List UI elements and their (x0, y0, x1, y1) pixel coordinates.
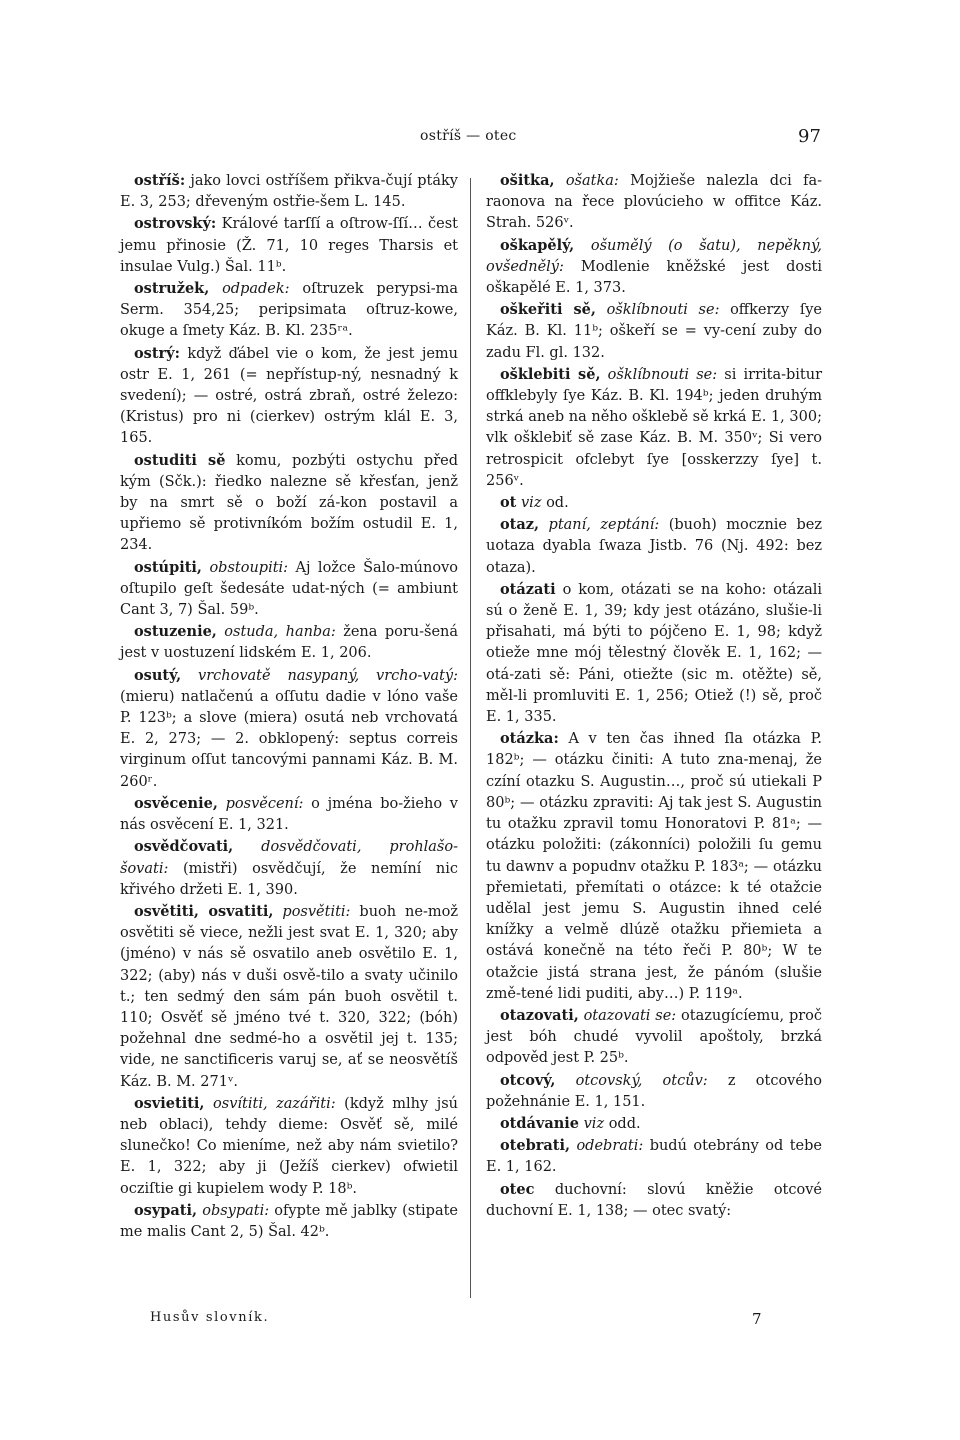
entry-headword: osvědčovati, (134, 838, 234, 856)
dictionary-entry (120, 343, 458, 450)
dictionary-entry (120, 621, 458, 664)
dictionary-entry (486, 492, 822, 514)
entry-gloss: otcovský, otcův: (575, 1072, 708, 1089)
entry-text: odd. (608, 1115, 641, 1132)
entry-headword: otaz, (500, 516, 540, 534)
dictionary-entry (486, 728, 822, 1005)
dictionary-entry (486, 1113, 822, 1135)
entry-headword: osvěcenie, (134, 794, 218, 812)
entry-text: když ďábel vie o kom, že jest jemu ostr E. 1, 261 (= nepřístup-ný, nesnadný k svedení); — ostré, ostrá zbraň, ostré železo: (Kristus) pro ni (cierkev) ostrým klál E. 3, 165. (120, 345, 458, 447)
dictionary-entry (120, 793, 458, 836)
entry-text: offkerzy ſye Káz. B. Kl. 11ᵇ; oškeří se = vy-cení zuby do zadu Fl. gl. 132. (486, 302, 822, 361)
entry-headword: ostříš: (134, 172, 186, 189)
entry-headword: osypati, (134, 1201, 198, 1219)
entry-gloss: otazovati se: (583, 1007, 677, 1024)
dictionary-entry (120, 665, 458, 793)
entry-headword: ostrovský: (134, 215, 217, 233)
entry-headword: ošitka, (500, 172, 555, 189)
dictionary-entry (486, 299, 822, 364)
signature-mark: Husův slovník. (150, 1310, 270, 1325)
entry-text: o jména bo-žieho v nás osvěcení E. 1, 321. (120, 795, 458, 834)
entry-text: duchovní: slovú kněžie otcové duchovní E. 1, 138; — otec svatý: (486, 1181, 822, 1219)
dictionary-entry (486, 1179, 822, 1222)
entry-text: ofypte mě jablky (stipate me malis Cant 2, 5) Šal. 42ᵇ. (120, 1202, 458, 1240)
dictionary-entry (120, 1200, 458, 1243)
entry-headword: otázka: (500, 730, 559, 748)
entry-gloss: obstoupiti: (209, 559, 289, 576)
entry-text: žena poru-šená jest v uostuzení lidském E. 1, 206. (120, 624, 459, 662)
entry-headword: otázati (500, 580, 556, 598)
dictionary-entry (486, 1070, 822, 1113)
entry-text: Králové tarſſí a oſtrow-ſſí… čest jemu přinosie (Ž. 71, 10 reges Tharsis et insulae Vulg.) Šal. 11ᵇ. (120, 216, 458, 275)
dictionary-entry (486, 1005, 822, 1070)
entry-headword: ot (500, 494, 517, 512)
entry-text: (mistři) osvědčují, že nemíní nic křivého držeti E. 1, 390. (120, 860, 458, 898)
entry-gloss: viz (583, 1115, 605, 1132)
dictionary-entry (486, 579, 822, 728)
entry-text: od. (546, 495, 569, 512)
entry-text: si irrita-bitur offklebyly ſye Káz. B. Kl. 194ᵇ; jeden druhým strká aneb na něho ošklebě sě krká E. 1, 300; vlk ošklebiť sě zase Káz. B. M. 350ᵛ; Si vero retrospicit ofclebyt ſye [osskerzzy ſye] t. 256ᵛ. (486, 366, 823, 489)
dictionary-entry (120, 836, 458, 901)
dictionary-entry (120, 557, 458, 622)
entry-headword: otebrati, (500, 1137, 571, 1155)
entry-headword: ostrý: (134, 344, 180, 362)
entry-headword: otcový, (500, 1071, 556, 1089)
dictionary-entry (486, 364, 822, 492)
dictionary-entry (120, 213, 458, 278)
entry-headword: osvětiti, osvatiti, (134, 902, 274, 920)
entry-headword: ošklebiti sě, (500, 365, 601, 383)
entry-text: (když mlhy jsú neb oblaci), tehdy dieme: Osvěť sě, milé slunečko! Co mieníme, než aby nám svietilo? E. 1, 322; aby ji (Ježíš cierkev) ofwietil ocziſtie gi kupielem wody P. 18ᵇ. (120, 1095, 459, 1197)
entry-gloss: ptaní, zeptání: (548, 517, 660, 534)
entry-gloss: osvítiti, zazářiti: (213, 1095, 336, 1112)
entry-headword: otazovati, (500, 1006, 579, 1024)
entry-text: budú otebrány od tebe E. 1, 162. (486, 1138, 822, 1176)
entry-headword: oškapělý, (500, 236, 575, 254)
dictionary-entry (486, 1135, 822, 1178)
left-column (120, 170, 458, 1243)
entry-headword: ostružek, (134, 280, 210, 298)
entry-gloss: dosvědčovati, prohlašo-šovati: (120, 839, 459, 877)
entry-text: A v ten čas ihned ſla otázka P. 182ᵇ; — otázku činiti: A tuto zna-menaj, že czíní otazku S. Augustin…, proč sú utiekali P 80ᵇ; — otázku zpraviti: Aj tak jest S. Augustin tu otažku zpravil tomu Honoratovi P. 81ᵃ; — otázku položiti: (zákonníci) položili ſu gemu tu dawnv a popudnv otažku P. 183ᵃ; — otázku přemietati, přemítati o otázce: k té otažcie udělal jest jemu S. Augustin ihned celé knížky a velmě dlúzě otažku přiemieta a ostává konečně na této řeči P. 80ᵇ; W te otažcie jistá strana jest, že pánóm (slušie změ-tené lidi puditi, aby…) P. 119ᵃ. (486, 731, 823, 1002)
entry-text: z otcového požehnánie E. 1, 151. (486, 1072, 823, 1110)
entry-gloss: posvěcení: (225, 795, 304, 812)
entry-text: oſtruzek perypsi-ma Serm. 354,25; peripsimata oſtruz-kowe, okuge a ſmety Káz. B. Kl. 235ʳᵃ. (120, 281, 458, 340)
dictionary-entry (120, 450, 458, 557)
entry-headword: ostuditi sě (134, 451, 226, 469)
entry-gloss: ošatka: (565, 173, 619, 189)
dictionary-entry (486, 170, 822, 235)
entry-headword: osutý, (134, 666, 182, 684)
entry-gloss: obsypati: (202, 1202, 270, 1219)
dictionary-entry (120, 901, 458, 1093)
entry-headword: osvietiti, (134, 1094, 205, 1112)
entry-text: Aj ložce Šalo-múnovo oſtupilo geſt šedesáte udat-ných (= ambiunt Cant 3, 7) Šal. 59ᵇ. (120, 559, 459, 619)
sheet-number: 7 (752, 1310, 762, 1328)
page-number: 97 (798, 126, 821, 147)
entry-gloss: viz (520, 495, 542, 512)
entry-text: komu, pozbýti ostychu před kým (Sčk.): řiedko nalezne sě křesťan, jenž by na smrt sě o boží zá-kon postavil a upřiemo sě protivníkóm božím ostudil E. 1, 234. (120, 452, 458, 554)
dictionary-entry (486, 235, 822, 300)
entry-text: o kom, otázati se na koho: otázali sú o ženě E. 1, 39; kdy jest otázáno, slušie-li přisahati, má býti to pójčeno E. 1, 98; když otieže mne mój tělestný člověk E. 1, 162; — otá-zati sě: Páni, otiežte (sic m. otěžte) sě, měl-li promluviti E. 1, 256; Otiež (!) sě, proč E. 1, 335. (486, 581, 823, 726)
entry-gloss: ostuda, hanba: (224, 624, 336, 641)
entry-headword: ostúpiti, (134, 558, 202, 576)
right-column (486, 170, 822, 1222)
entry-gloss: ošklíbnouti se: (607, 366, 718, 383)
running-head: ostříš — otec (420, 128, 517, 144)
dictionary-entry (120, 1093, 458, 1200)
page-header (0, 126, 960, 150)
entry-headword: ostuzenie, (134, 623, 217, 641)
entry-text: Modlenie kněžské jest dosti oškapělé E. 1, 373. (486, 258, 822, 297)
entry-text: jako lovci ostříšem přikva-čují ptáky E. 3, 253; dřeveným ostřie-šem L. 145. (120, 173, 458, 211)
entry-gloss: posvětiti: (282, 903, 351, 920)
entry-text: buoh ne-mož osvětiti sě viece, nežli jest svat E. 1, 320; aby (jméno) v nás sě osvatilo aneb osvětilo E. 1, 322; (aby) nás v duši osvě-tilo a svaty učinilo t.; ten sedmý den sám pán buoh osvětil t. 110; Osvěť sě jméno tvé t. 320, 322; (bóh) požehnal dne sedmé-ho a osvětil jej t. 135; vide, ne sanctificeris varuj se, ať se neosvětíš Káz. B. M. 271ᵛ. (120, 903, 458, 1090)
entry-text: (buoh) mocznie bez uotaza dyabla ſwaza Jistb. 76 (Nj. 492: bez otaza). (486, 517, 823, 576)
dictionary-entry (486, 514, 822, 579)
entry-text: (mieru) natlačenú a oſſutu dadie v lóno vaše P. 123ᵇ; a slove (miera) osutá neb vrchovatá E. 2, 273; — 2. obklopený: septus correis virginum oſſut tancovými pannami Káz. B. M. 260ʳ. (120, 688, 458, 790)
entry-text: otazugícíemu, proč jest bóh chudé vyvolil apoštoly, brzká odpověd jest P. 25ᵇ. (486, 1007, 823, 1067)
entry-gloss: ošumělý (o šatu), nepěkný, ovšednělý: (486, 237, 823, 275)
entry-gloss: ošklíbnouti se: (606, 302, 720, 319)
entry-gloss: vrchovatě nasypaný, vrcho-vatý: (198, 667, 459, 684)
entry-gloss: odebrati: (576, 1138, 644, 1155)
column-divider (470, 178, 471, 1298)
entry-headword: oškeřiti sě, (500, 301, 596, 319)
entry-text: Mojžieše nalezla dci fa-raonova na řece plovúcieho w offitce Káz. Strah. 526ᵛ. (486, 173, 823, 232)
entry-gloss: odpadek: (222, 281, 290, 298)
entry-headword: otec (500, 1180, 535, 1198)
entry-headword: otdávanie (500, 1114, 579, 1132)
dictionary-entry (120, 170, 458, 213)
dictionary-entry (120, 278, 458, 343)
